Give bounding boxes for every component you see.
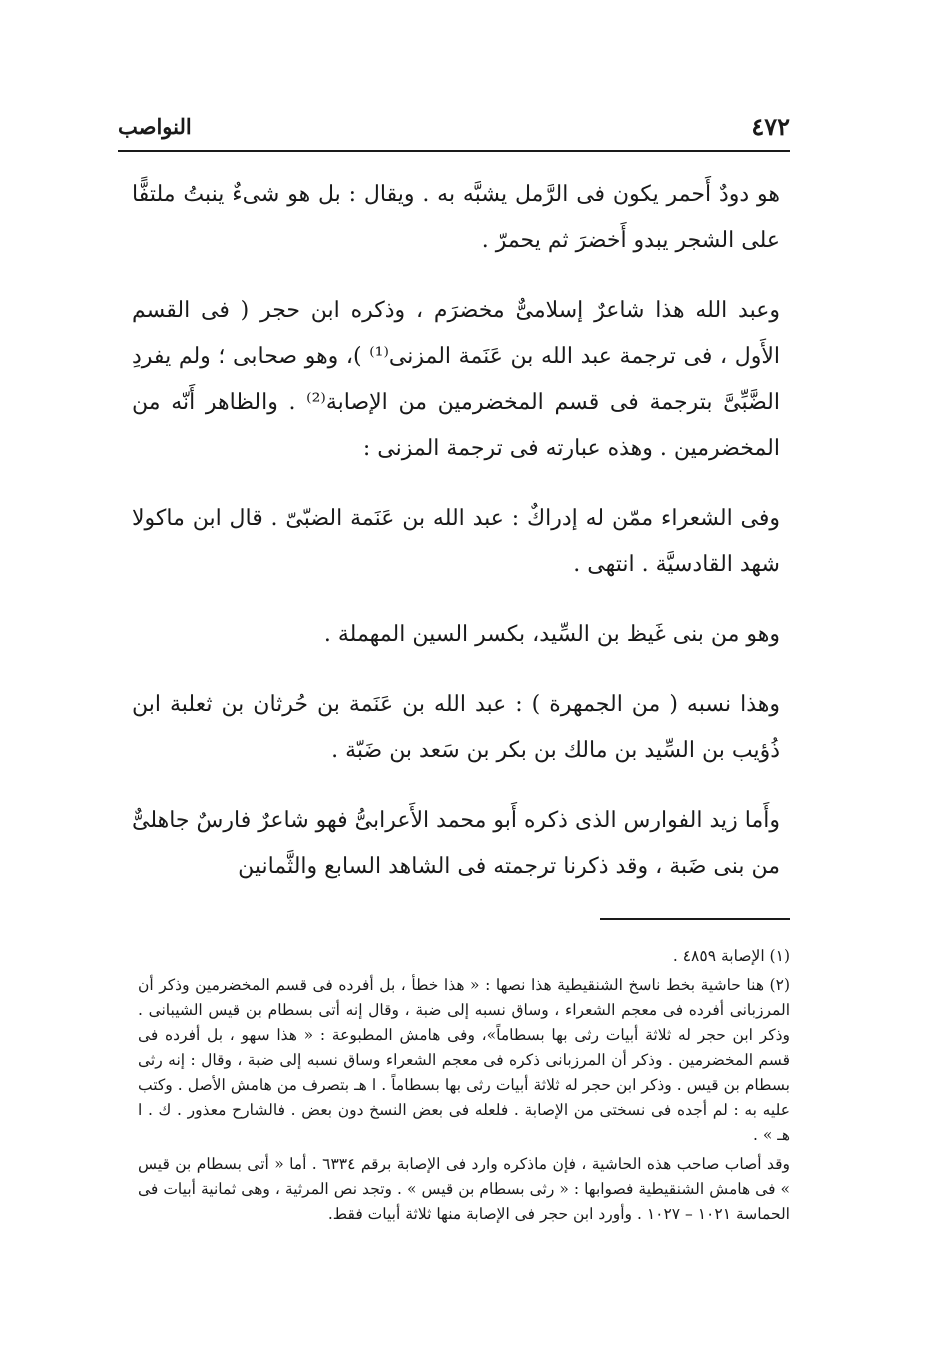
page-number: ٤٧٢ — [751, 112, 790, 141]
footnote-rule — [600, 918, 790, 920]
footnote: (٢) هنا حاشية بخط ناسخ الشنقيطية هذا نصها : « هذا خطأ ، بل أفرده فى قسم المخضرمين وذكر أن المرزبانى أفرده فى معجم الشعراء ، وساق نسبه إلى ضبة ، وقال إنه أتى بسطام بن قيس الشيبانى . وذكر ابن حجر له ثلاثة أبيات رثى بها بسطاماً»، وفى هامش المطبوعة : « هذا سهو ، بل أفرده فى قسم المخضرمين . وذكر أن المرزبانى ذكره فى معجم الشعراء وساق نسبه إلى ضبة ، وقال : إنه رثى بسطام بن قيس . وذكر ابن حجر له ثلاثة أبيات رثى بها بسطاماً . ا هـ بتصرف من هامش الأصل . وكتب عليه به : لم أجده فى نسختى من الإصابة . فلعله فى بعض النسخ دون بعض . فالشارح معذور . ك . ا هـ » . — [138, 976, 790, 1144]
paragraph: وهذا نسبه ( من الجمهرة ) : عبد الله بن عَنَمة بن حُرثان بن ثعلبة ابن ذُؤيب بن السِّيد بن مالك بن بكر بن سَعد بن ضَبّة . — [132, 692, 780, 763]
main-text — [132, 172, 780, 914]
header-rule — [118, 150, 790, 152]
footnote: (١) الإصابة ٤٨٥٩ . — [672, 947, 790, 965]
paragraph: وأَما زيد الفوارس الذى ذكره أَبو محمد الأَعرابىُّ فهو شاعرٌ فارسٌ جاهلىٌّ من بنى ضَبة ، وقد ذكرنا ترجمته فى الشاهد السابع والثَّمانين — [132, 808, 780, 879]
page-header — [118, 112, 790, 152]
paragraph: وعبد الله هذا شاعرٌ إسلامىٌّ مخضرَم ، وذكره ابن حجر ( فى القسم الأَول ، فى ترجمة عبد الله بن عَنَمة المزنى⁽¹⁾ )، وهو صحابى ؛ ولم يفردِ الضَّبِّىَّ بترجمة فى قسم المخضرمين من الإصابة⁽²⁾ . والظاهر أَنّه من المخضرمين . وهذه عبارته فى ترجمة المزنى : — [132, 298, 780, 461]
footnote: وقد أصاب صاحب هذه الحاشية ، فإن ماذكره وارد فى الإصابة برقم ٦٣٣٤ . أما « أتى بسطام بن قيس » فى هامش الشنقيطية فصوابها : « رثى بسطام بن قيس » . وتجد نص المرثية ، وهى ثمانية أبيات فى الحماسة ١٠٢١ – ١٠٢٧ . وأورد ابن حجر فى الإصابة منها ثلاثة أبيات فقط. — [138, 1155, 790, 1223]
paragraph: هو دودٌ أَحمر يكون فى الرَّمل يشبَّه به . ويقال : بل هو شىءٌ ينبتُ ملتفًّا على الشجر يبدو أَخضرَ ثم يحمرّ . — [132, 182, 780, 253]
running-title: النواصب — [118, 114, 192, 139]
paragraph: وفى الشعراء ممّن له إدراكٌ : عبد الله بن عَنَمة الضبّىّ . قال ابن ماكولا شهد القادسيَّة . انتهى . — [132, 506, 780, 577]
footnotes — [138, 944, 790, 1231]
paragraph: وهو من بنى غَيظ بن السِّيد، بكسر السين المهملة . — [323, 622, 780, 647]
